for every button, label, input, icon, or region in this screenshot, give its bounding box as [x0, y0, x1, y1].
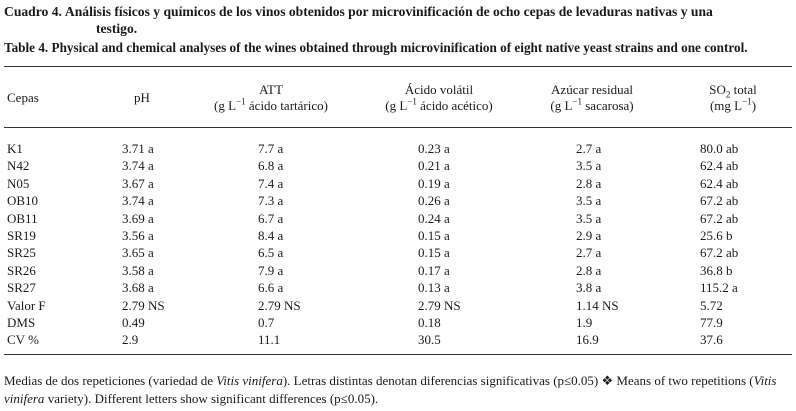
caption-english-label: Table 4.: [4, 40, 49, 55]
cell-azucar-residual: 2.7 a: [576, 141, 602, 156]
cell-azucar-residual: 3.8 a: [576, 280, 602, 296]
cell-azucar-residual: 2.8 a: [576, 262, 602, 278]
cell-acido-volatil: 0.15 a: [418, 228, 450, 243]
cell-ph: 3.68 a: [122, 280, 154, 296]
cell-ph: 3.74 a: [122, 193, 154, 209]
cell-acido-volatil: 0.24 a: [418, 210, 450, 226]
header-azucar-residual-unit: (g $L^{-1}$ sacarosa): [550, 96, 634, 113]
cell-acido-volatil: 0.15 a: [418, 245, 450, 261]
cell-ph: 2.9: [122, 332, 139, 348]
cell-azucar-residual: 3.5 a: [576, 193, 602, 209]
cell-so2-total: 62.4 ab: [700, 158, 739, 174]
cell-att: 7.9 a: [258, 262, 284, 278]
caption-english: [4, 40, 796, 56]
cell-cepa: DMS: [7, 315, 36, 330]
cell-so2-total: 77.9: [700, 315, 723, 330]
table-row: [0, 140, 796, 157]
cell-att: 7.3 a: [258, 193, 284, 209]
cell-so2-total: 67.2 ab: [700, 245, 739, 261]
cell-so2-total: 67.2 ab: [700, 210, 739, 226]
cell-cepa: N42: [7, 158, 30, 174]
caption-spanish: [4, 3, 792, 36]
header-bottom-rule: [4, 127, 792, 128]
table-row: [0, 279, 796, 296]
caption-spanish-text-cont: testigo.: [96, 21, 138, 36]
cell-acido-volatil: 30.5: [418, 332, 441, 348]
cell-azucar-residual: 16.9: [576, 332, 599, 348]
cell-azucar-residual: 2.7 a: [576, 245, 602, 261]
cell-so2-total: 62.4 ab: [700, 175, 739, 191]
cell-acido-volatil: 0.17 a: [418, 262, 450, 278]
cell-so2-total: 115.2 a: [700, 280, 738, 296]
table-bottom-rule: [4, 354, 792, 355]
header-so2-total-name: $SO_2$ total: [709, 82, 757, 100]
table-row: [0, 157, 796, 174]
cell-att: 6.7 a: [258, 210, 284, 226]
cell-att: 0.7: [258, 315, 275, 330]
cell-so2-total: 80.0 ab: [700, 141, 739, 156]
cell-cepa: K1: [7, 141, 23, 156]
cell-azucar-residual: 3.5 a: [576, 158, 602, 174]
header-acido-volatil: [364, 82, 514, 114]
cell-cepa: SR27: [7, 280, 36, 296]
header-acido-volatil-name: Ácido volátil: [404, 82, 474, 97]
cell-acido-volatil: 0.13 a: [418, 280, 450, 296]
header-azucar-residual-name: Azúcar residual: [551, 82, 633, 97]
cell-so2-total: 36.8 b: [700, 262, 733, 278]
table-row: [0, 227, 796, 244]
cell-att: 6.5 a: [258, 245, 284, 261]
cell-acido-volatil: 0.19 a: [418, 175, 450, 191]
cell-cepa: Valor F: [7, 297, 46, 313]
table-row: [0, 297, 796, 314]
cell-att: 7.7 a: [258, 141, 284, 156]
table-top-rule: [4, 66, 792, 67]
header-ph: pH: [134, 90, 150, 105]
cell-acido-volatil: 0.23 a: [418, 141, 450, 156]
table-row: [0, 314, 796, 331]
cell-ph: 3.56 a: [122, 228, 154, 243]
table-row: [0, 244, 796, 261]
cell-acido-volatil: 0.21 a: [418, 158, 450, 174]
cell-acido-volatil: 2.79 NS: [418, 297, 461, 313]
header-so2-total-unit: (mg $L^{-1}$): [709, 96, 757, 113]
cell-att: 7.4 a: [258, 175, 284, 191]
cell-cepa: SR25: [7, 245, 36, 261]
table-row: [0, 210, 796, 227]
cell-so2-total: 67.2 ab: [700, 193, 739, 209]
cell-cepa: SR26: [7, 262, 36, 278]
cell-ph: 3.65 a: [122, 245, 154, 261]
cell-so2-total: 5.72: [700, 297, 723, 313]
cell-cepa: CV %: [7, 332, 39, 348]
cell-att: 11.1: [258, 332, 281, 348]
cell-acido-volatil: 0.18: [418, 315, 441, 330]
cell-ph: 2.79 NS: [122, 297, 165, 313]
caption-spanish-label: Cuadro 4.: [4, 4, 62, 19]
cell-att: 6.8 a: [258, 158, 284, 174]
table-row: [0, 192, 796, 209]
cell-so2-total: 25.6 b: [700, 228, 733, 243]
cell-azucar-residual: 2.8 a: [576, 175, 602, 191]
table-row: [0, 175, 796, 192]
cell-att: 6.6 a: [258, 280, 284, 296]
footnote: Medias de dos repeticiones (variedad de Vitis vinifera). Letras distintas denotan diferencias significativas (p≤0.05) ❖ Means of two repetitions (Vitis vinifera variety). Different letters show significant differences (p≤0.05).: [4, 373, 777, 406]
cell-so2-total: 37.6: [700, 332, 723, 348]
cell-azucar-residual: 3.5 a: [576, 210, 602, 226]
cell-ph: 3.67 a: [122, 175, 154, 191]
cell-cepa: N05: [7, 175, 30, 191]
cell-ph: 3.58 a: [122, 262, 154, 278]
cell-acido-volatil: 0.26 a: [418, 193, 450, 209]
caption-spanish-text: Análisis físicos y químicos de los vinos obtenidos por microvinificación de ocho cepas de levaduras nativas y una: [64, 4, 713, 19]
header-att-name: ATT: [259, 82, 283, 97]
header-acido-volatil-unit: (g $L^{-1}$ ácido acético): [385, 96, 493, 113]
cell-cepa: SR19: [7, 228, 36, 243]
cell-ph: 3.74 a: [122, 158, 154, 174]
header-cepas: Cepas: [7, 90, 39, 105]
cell-cepa: OB10: [7, 193, 39, 209]
header-azucar-residual: [532, 82, 652, 114]
cell-azucar-residual: 2.9 a: [576, 228, 602, 243]
cell-azucar-residual: 1.9: [576, 315, 593, 330]
caption-english-text: Physical and chemical analyses of the wines obtained through microvinification of eight native yeast strains and one control.: [51, 40, 748, 55]
cell-cepa: OB11: [7, 210, 38, 226]
footnote-species: Vitis vinifera: [4, 373, 777, 406]
header-so2-total: [688, 82, 778, 114]
footnote-species: Vitis vinifera: [216, 373, 283, 388]
table-row: [0, 262, 796, 279]
table-row: [0, 331, 796, 348]
cell-att: 2.79 NS: [258, 297, 301, 313]
cell-ph: 3.71 a: [122, 141, 154, 156]
cell-ph: 0.49: [122, 315, 145, 330]
cell-ph: 3.69 a: [122, 210, 154, 226]
cell-att: 8.4 a: [258, 228, 284, 243]
cell-azucar-residual: 1.14 NS: [576, 297, 619, 313]
header-att: [196, 82, 346, 114]
header-att-unit: (g $L^{-1}$ ácido tartárico): [214, 96, 328, 113]
